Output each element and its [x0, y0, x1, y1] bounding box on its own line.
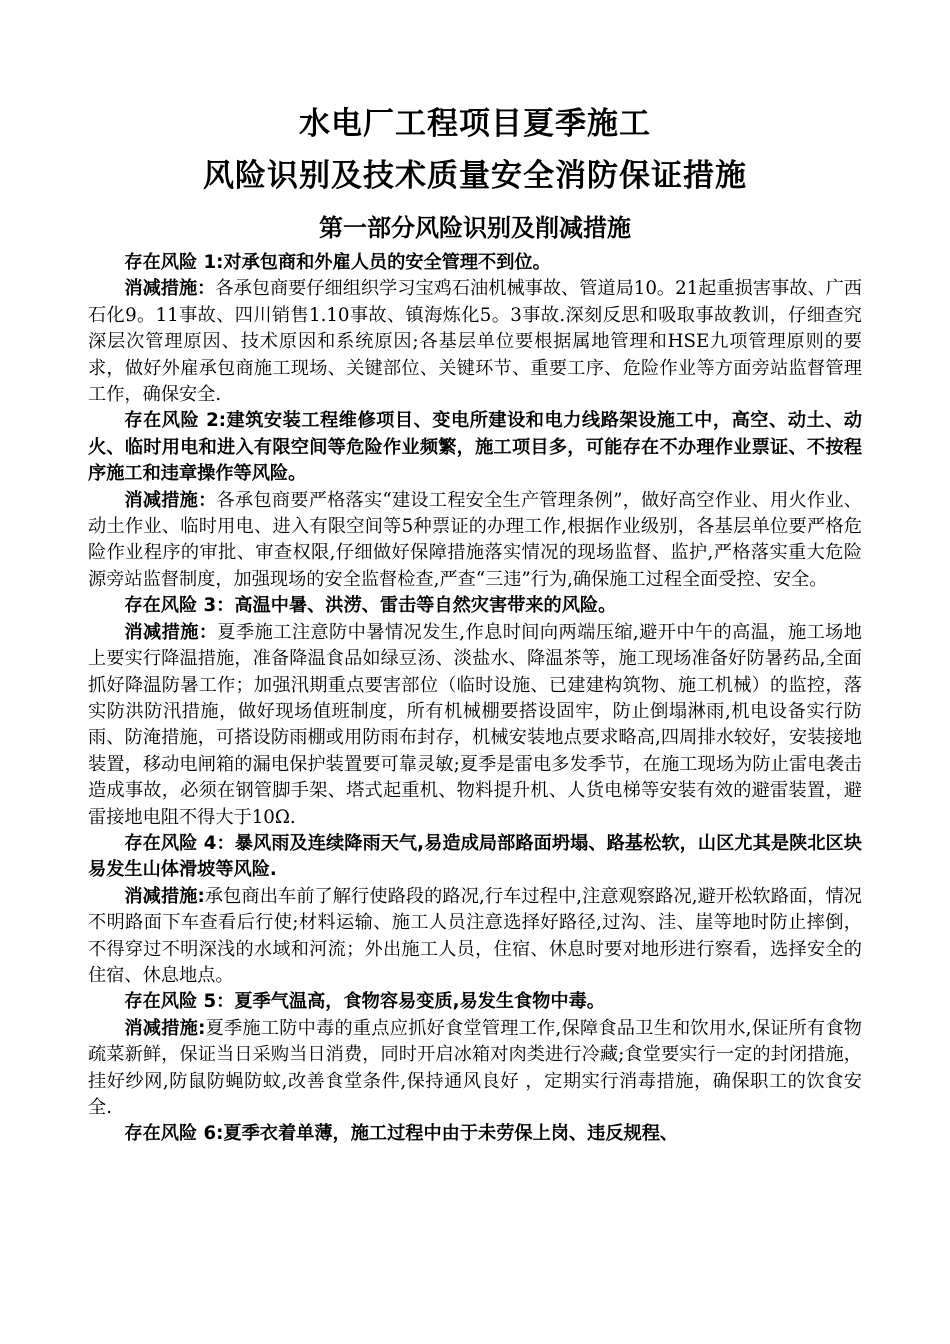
- risk-paragraph: [88, 989, 862, 1015]
- risk-paragraph: [88, 408, 862, 487]
- risk-statement: 存在风险 2:建筑安装工程维修项目、变电所建设和电力线路架设施工中，高空、动土、动火、临时用电和进入有限空间等危险作业频繁，施工项目多，可能存在不办理作业票证、不按程序施工和违章操作等风险。: [88, 410, 862, 485]
- measure-paragraph: [88, 620, 862, 831]
- risk-paragraph: [88, 593, 862, 619]
- measure-text: 各承包商要严格落实“建设工程安全生产管理条例”，做好高空作业、用火作业、动土作业、临时用电、进入有限空间等5种票证的办理工作,根据作业级别，各基层单位要严格危险作业程序的审批、审查权限,仔细做好保障措施落实情况的现场监督、监护,严格落实重大危险源旁站监督制度，加强现场的安全监督检查,严查“三违”行为,确保施工过程全面受控、安全。: [88, 489, 862, 590]
- measure-label-sep: ：: [198, 489, 217, 511]
- measure-text: 夏季施工注意防中暑情况发生,作息时间向两端压缩,避开中午的高温，施工场地上要实行降温措施，准备降温食品如绿豆汤、淡盐水、降温茶等，施工现场准备好防暑药品,全面抓好降温防暑工作；加强汛期重点要害部位（临时设施、已建建构筑物、施工机械）的监控，落实防洪防汛措施，做好现场值班制度，所有机械棚要搭设固牢，防止倒塌淋雨,机电设备实行防雨、防淹措施，可搭设防雨棚或用防雨布封存，机械安装地点要求略高,四周排水较好，安装接地装置，移动电闸箱的漏电保护装置要可靠灵敏;夏季是雷电多发季节，在施工现场为防止雷电袭击造成事故，必须在钢管脚手架、塔式起重机、物料提升机、人货电梯等安装有效的避雷装置，避雷接地电阻不得大于10Ω.: [88, 621, 862, 828]
- document-body: [88, 250, 862, 1148]
- measure-label: 消减措施: [124, 278, 198, 300]
- risk-statement: 存在风险 3：高温中暑、洪涝、雷击等自然灾害带来的风险。: [124, 595, 617, 617]
- measure-label-sep: ：: [198, 621, 218, 643]
- measure-text: 夏季施工防中毒的重点应抓好食堂管理工作,保障食品卫生和饮用水,保证所有食物疏菜新鲜，保证当日采购当日消费，同时开启冰箱对肉类进行冷藏;食堂要实行一定的封闭措施，挂好纱网,防鼠防蝇防蚊,改善食堂条件,保持通风良好 ，定期实行消毒措施，确保职工的饮食安全.: [88, 1017, 862, 1118]
- measure-label: 消减措施: [124, 1017, 199, 1039]
- risk-statement: 存在风险 4：暴风雨及连续降雨天气,易造成局部路面坍塌、路基松软，山区尤其是陕北区块易发生山体滑坡等风险.: [88, 832, 862, 881]
- measure-label: 消减措施: [124, 885, 198, 907]
- measure-label: 消减措施: [124, 621, 199, 643]
- measure-paragraph: [88, 276, 862, 408]
- measure-text: 承包商出车前了解行使路段的路况,行车过程中,注意观察路况,避开松软路面，情况不明路面下车查看后行使;材料运输、施工人员注意选择好路径,过沟、洼、崖等地时防止摔倒，不得穿过不明深浅的水域和河流；外出施工人员，住宿、休息时要对地形进行察看，选择安全的住宿、休息地点。: [88, 885, 862, 986]
- document-title-line1: 水电厂工程项目夏季施工: [299, 106, 651, 142]
- risk-statement: 存在风险 5：夏季气温高，食物容易变质,易发生食物中毒。: [124, 991, 605, 1013]
- measure-text: 各承包商要仔细组织学习宝鸡石油机械事故、管道局10。21起重损害事故、广西石化9。11事故、四川销售1.10事故、镇海炼化5。3事故.深刻反思和吸取事故教训，仔细查究深层次管理原因、技术原因和系统原因;各基层单位要根据属地管理和HSE九项管理原则的要求，做好外雇承包商施工现场、关键部位、关键环节、重要工序、危险作业等方面旁站监督管理工作，确保安全.: [88, 278, 862, 406]
- measure-label-sep: :: [197, 885, 205, 907]
- risk-statement: 存在风险 1:对承包商和外雇人员的安全管理不到位。: [124, 252, 551, 273]
- measure-label-sep: :: [198, 1017, 206, 1039]
- risk-paragraph: [88, 250, 862, 276]
- risk-paragraph: [88, 1121, 862, 1147]
- measure-paragraph: [88, 488, 862, 594]
- risk-statement: 存在风险 6:夏季衣着单薄，施工过程中由于未劳保上岗、违反规程、: [124, 1123, 679, 1145]
- section-title: 第一部分风险识别及削减措施: [319, 214, 631, 242]
- measure-label: 消减措施: [124, 489, 199, 511]
- measure-paragraph: [88, 884, 862, 990]
- document-title-line2: 风险识别及技术质量安全消防保证措施: [203, 158, 747, 194]
- measure-label-sep: ：: [197, 278, 216, 300]
- risk-paragraph: [88, 831, 862, 884]
- measure-paragraph: [88, 1016, 862, 1122]
